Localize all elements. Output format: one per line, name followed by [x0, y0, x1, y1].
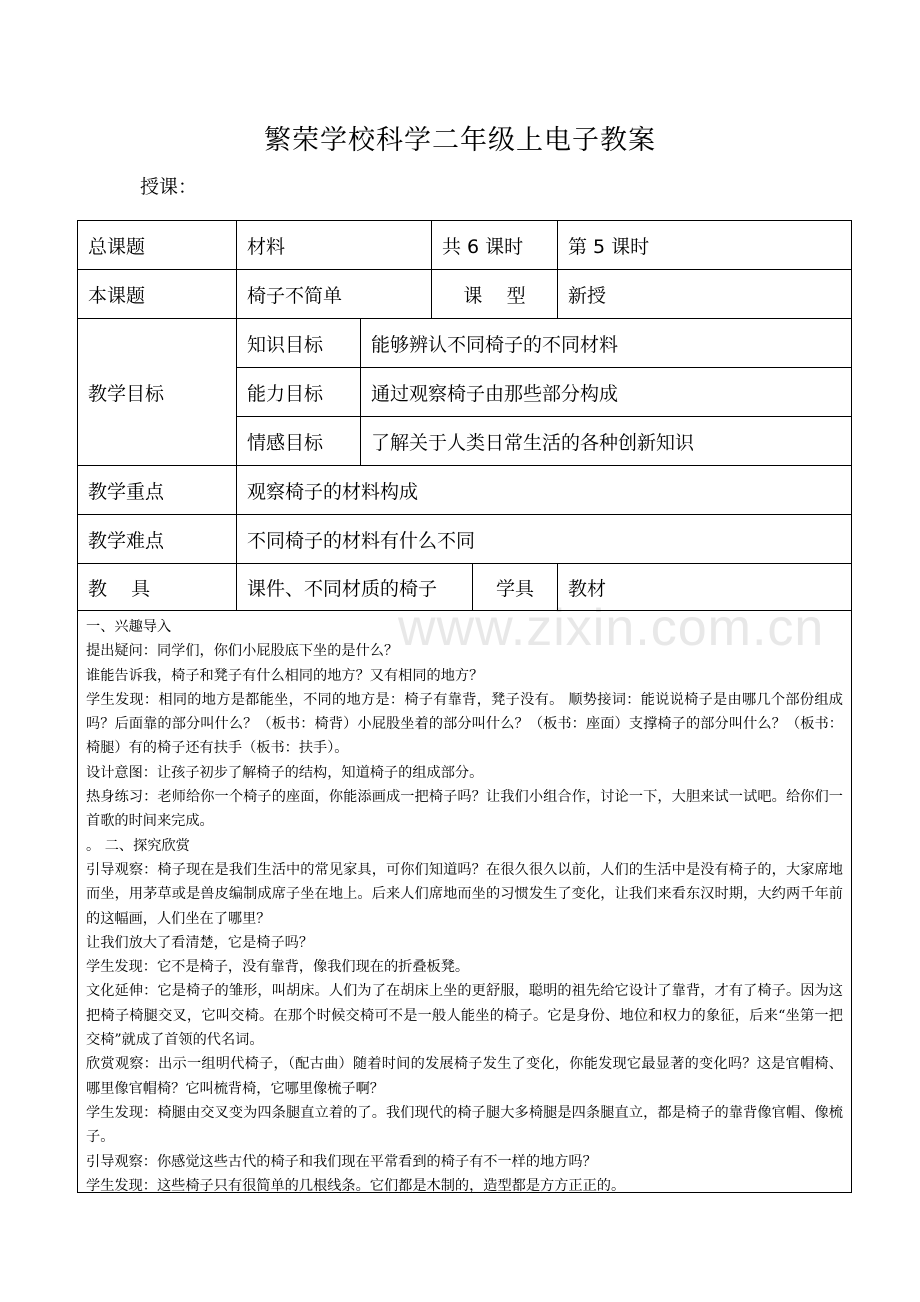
body-paragraph: 学生发现：相同的地方是都能坐，不同的地方是：椅子有靠背，凳子没有。 顺势接词：能说说椅子是由哪几个部份组成吗？后面靠的部分叫什么？（板书：椅背）小屁股坐着的部分叫什么？（板书：座面）支撑椅子的部分叫什么？（板书：椅腿）有的椅子还有扶手（板书：扶手）。 [86, 691, 843, 757]
teaching-goals-label: 教学目标 [77, 318, 237, 466]
key-point-label: 教学重点 [77, 465, 237, 515]
body-paragraph: 热身练习：老师给你一个椅子的座面，你能添画成一把椅子吗？让我们小组合作，讨论一下，大胆来试一试吧。给你们一首歌的时间来完成。 [86, 789, 843, 830]
teacher-label: 授课： [140, 176, 198, 198]
current-period: 第 5 课时 [557, 220, 852, 270]
body-paragraph: 引导观察：椅子现在是我们生活中的常见家具，可你们知道吗？在很久很久以前，人们的生活中是没有椅子的，大家席地而坐，用茅草或是兽皮编制成席子坐在地上。后来人们席地而坐的习惯发生了变化，让我们来看东汉时期，大约两千年前的这幅画，人们坐在了哪里？ [86, 861, 843, 927]
total-periods: 共 6 课时 [431, 220, 558, 270]
document-title: 繁荣学校科学二年级上电子教案 [264, 125, 656, 156]
lesson-process [77, 610, 852, 1193]
knowledge-goal-text: 能够辨认不同椅子的不同材料 [360, 318, 852, 368]
body-paragraph: 谁能告诉我，椅子和凳子有什么相同的地方？又有相同的地方？ [86, 667, 484, 684]
section-heading-1: 一、兴趣导入 [86, 619, 172, 635]
body-paragraph: 欣赏观察：出示一组明代椅子，（配古曲）随着时间的发展椅子发生了变化，你能发现它最显著的变化吗？这是官帽椅、哪里像官帽椅？它叫梳背椅，它哪里像梳子啊？ [86, 1056, 843, 1097]
lesson-topic-label: 本课题 [77, 269, 237, 319]
ability-goal-label: 能力目标 [236, 367, 361, 417]
body-paragraph: 让我们放大了看清楚，它是椅子吗？ [86, 934, 314, 951]
teaching-tools-text: 课件、不同材质的椅子 [236, 563, 473, 611]
knowledge-goal-label: 知识目标 [236, 318, 361, 368]
emotion-goal-label: 情感目标 [236, 416, 361, 466]
section-heading-2: 。 二、探究欣赏 [86, 837, 190, 854]
body-paragraph: 设计意图：让孩子初步了解椅子的结构，知道椅子的组成部分。 [86, 764, 484, 781]
lesson-type-label: 课 型 [431, 269, 558, 319]
watermark: www.zixin.com.cn [398, 599, 825, 657]
student-tools-value: 教材 [557, 563, 852, 611]
lesson-topic-value: 椅子不简单 [236, 269, 432, 319]
body-paragraph: 提出疑问：同学们，你们小屁股底下坐的是什么？ [86, 643, 399, 660]
body-paragraph: 学生发现：椅腿由交叉变为四条腿直立着的了。我们现代的椅子腿大多椅腿是四条腿直立，都是椅子的靠背像官帽、像梳子。 [86, 1104, 843, 1146]
general-topic-label: 总课题 [77, 220, 237, 270]
student-tools-label: 学具 [472, 563, 558, 611]
difficulty-text: 不同椅子的材料有什么不同 [236, 514, 852, 564]
emotion-goal-text: 了解关于人类日常生活的各种创新知识 [360, 416, 852, 466]
body-paragraph: 文化延伸：它是椅子的雏形，叫胡床。人们为了在胡床上坐的更舒服，聪明的祖先给它设计了靠背，才有了椅子。因为这把椅子椅腿交叉，它叫交椅。在那个时候交椅可不是一般人能坐的椅子。它是身份、地位和权力的象征，后来“坐第一把交椅”就成了首领的代名词。 [86, 983, 843, 1049]
body-paragraph: 学生发现：这些椅子只有很简单的几根线条。它们都是木制的，造型都是方方正正的。 [86, 1177, 626, 1194]
lesson-type-value: 新授 [557, 269, 852, 319]
general-topic-value: 材料 [236, 220, 432, 270]
difficulty-label: 教学难点 [77, 514, 237, 564]
teaching-tools-label: 教 具 [77, 563, 237, 611]
body-paragraph: 学生发现：它不是椅子，没有靠背，像我们现在的折叠板凳。 [86, 959, 470, 976]
ability-goal-text: 通过观察椅子由那些部分构成 [360, 367, 852, 417]
body-paragraph: 引导观察：你感觉这些古代的椅子和我们现在平常看到的椅子有不一样的地方吗？ [86, 1153, 597, 1170]
key-point-text: 观察椅子的材料构成 [236, 465, 852, 515]
